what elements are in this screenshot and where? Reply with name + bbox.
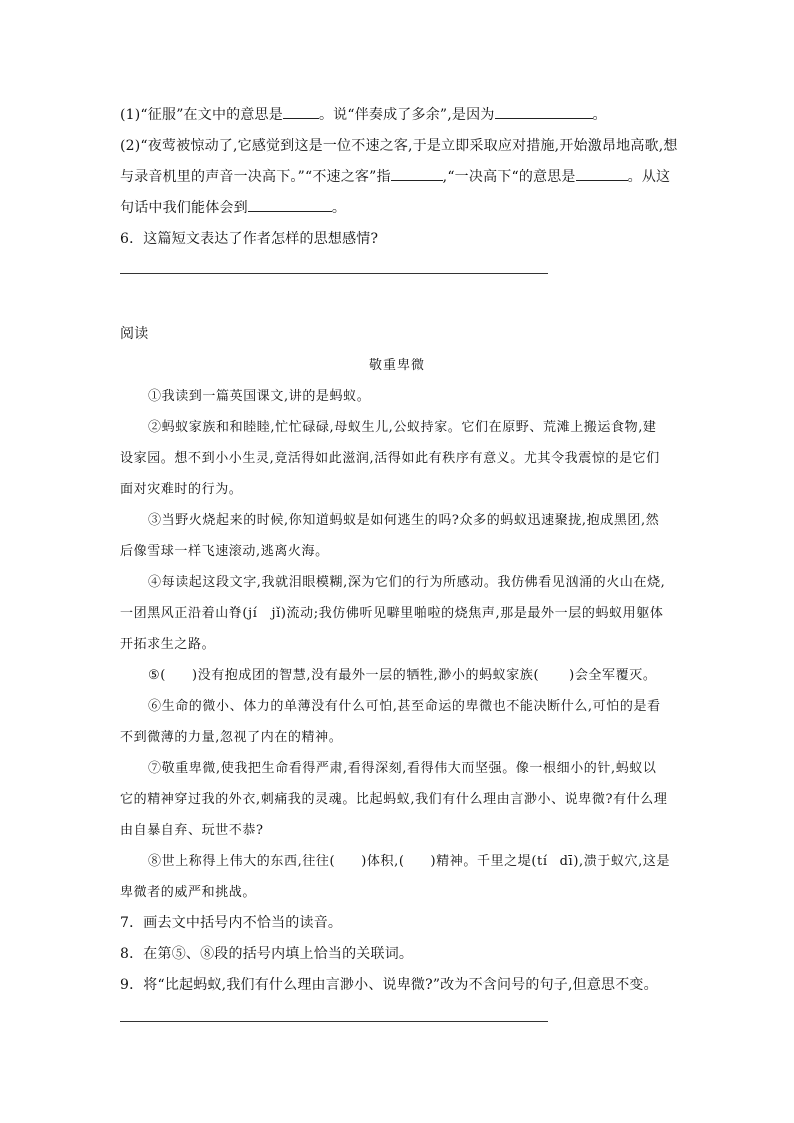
article-paragraph-4-line-3: 开拓求生之路。	[120, 637, 216, 652]
answer-line[interactable]	[120, 273, 548, 274]
q5-p2-text-b: ,“一决高下“的意思是	[442, 169, 576, 185]
article-paragraph-7-line-1: ⑦敬重卑微,使我把生命看得严肃,看得深刻,看得伟大而坚强。像一根细小的针,蚂蚁以	[148, 761, 657, 776]
q5-p1-text-c: 。	[592, 107, 607, 123]
blank-field[interactable]	[391, 167, 443, 181]
question-5-part-1	[120, 104, 607, 124]
p5-text-a: ⑤(	[148, 668, 166, 683]
article-paragraph-6-line-1: ⑥生命的微小、体力的单薄没有什么可怕,甚至命运的卑微也不能决断什么,可怕的是看	[148, 699, 661, 714]
article-paragraph-1: ①我读到一篇英国课文,讲的是蚂蚁。	[148, 389, 371, 404]
article-paragraph-8-line-1	[148, 850, 670, 869]
question-7: 7．画去文中括号内不恰当的读音。	[120, 915, 343, 931]
question-5-part-2-line-1: (2)“夜莺被惊动了,它感觉到这是一位不速之客,于是立即采取应对措施,开始激昂地高歌,想	[120, 138, 678, 154]
question-8: 8．在第⑤、⑧段的括号内填上恰当的关联词。	[120, 946, 414, 962]
answer-line[interactable]	[120, 1021, 548, 1022]
question-5-part-2-line-3	[120, 197, 346, 217]
article-paragraph-2-line-3: 面对灾难时的行为。	[120, 482, 243, 497]
q5-p2-text-d: 句话中我们能体会到	[120, 200, 248, 216]
blank-field[interactable]	[248, 198, 332, 212]
q5-p2-text-e: 。	[331, 200, 347, 216]
p5-text-c: )会全军覆灭。	[569, 668, 657, 683]
article-paragraph-6-line-2: 不到微薄的力量,忽视了内在的精神。	[120, 730, 343, 745]
question-5-part-2-line-2	[120, 166, 670, 186]
p8-text-a: ⑧世上称得上伟大的东西,往往(	[148, 854, 336, 869]
article-paragraph-7-line-3: 由自暴自弃、玩世不恭?	[120, 823, 264, 838]
article-paragraph-4-line-1: ④每读起这段文字,我就泪眼模糊,深为它们的行为所感动。我仿佛看见汹涌的火山在烧,	[148, 575, 666, 590]
article-paragraph-3-line-2: 后像雪球一样飞速滚动,逃离火海。	[120, 544, 329, 559]
article-paragraph-8-line-2: 卑微者的威严和挑战。	[120, 885, 257, 900]
q5-p2-text-a: 与录音机里的声音一决高下。”“不速之客”指	[120, 169, 391, 185]
p5-text-b: )没有抱成团的智慧,没有最外一层的牺牲,渺小的蚂蚁家族(	[191, 668, 540, 683]
q5-p1-text-b: 。说“伴奏成了多余”,是因为	[318, 107, 495, 123]
question-6: 6．这篇短文表达了作者怎样的思想感情?	[120, 231, 379, 247]
blank-field[interactable]	[283, 105, 319, 119]
q5-p2-text-c: 。从这	[627, 169, 671, 185]
p4-text-b: jǐ)流动;我仿佛听见噼里啪啦的烧焦声,那是最外一层的蚂蚁用躯体	[271, 606, 664, 621]
article-paragraph-7-line-2: 它的精神穿过我的外衣,刺痛我的灵魂。比起蚂蚁,我们有什么理由言渺小、说卑微?有什么理	[120, 792, 668, 807]
article-paragraph-2-line-1: ②蚂蚁家族和和睦睦,忙忙碌碌,母蚁生儿,公蚁持家。它们在原野、荒滩上搬运食物,建	[148, 420, 657, 435]
article-paragraph-5	[148, 664, 656, 683]
p8-text-b: )体积,(	[361, 854, 405, 869]
p8-text-d: dī),溃于蚁穴,这是	[559, 854, 671, 869]
section-label: 阅读	[120, 326, 149, 342]
p8-text-c: )精神。千里之堤(tí	[430, 854, 548, 869]
article-paragraph-2-line-2: 设家园。想不到小小生灵,竟活得如此滋润,活得如此有秩序有意义。尤其令我震惊的是它们	[120, 451, 660, 466]
blank-field[interactable]	[576, 167, 628, 181]
p4-text-a: 一团黑风正沿着山脊(jí	[120, 606, 258, 621]
article-paragraph-4-line-2	[120, 602, 663, 621]
article-paragraph-3-line-1: ③当野火烧起来的时候,你知道蚂蚁是如何逃生的吗?众多的蚂蚁迅速聚拢,抱成黑团,然	[148, 513, 660, 528]
blank-field[interactable]	[495, 105, 593, 119]
q5-p1-text-a: (1)“征服”在文中的意思是	[120, 107, 283, 123]
article-title: 敬重卑微	[368, 358, 425, 373]
question-9: 9．将“比起蚂蚁,我们有什么理由言渺小、说卑微?”改为不含问号的句子,但意思不变。	[120, 977, 658, 993]
